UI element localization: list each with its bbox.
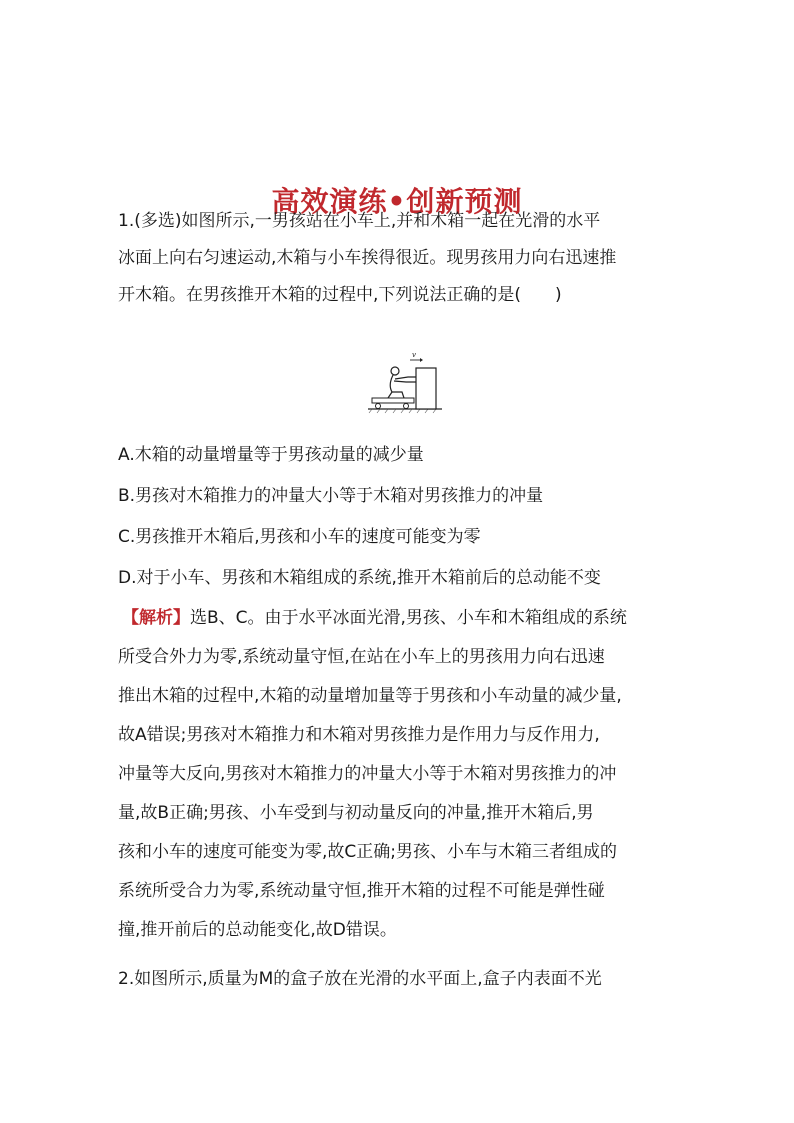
analysis-line-6: 量,故B正确;男孩、小车受到与初动量反向的冲量,推开木箱后,男 [118,803,594,823]
analysis-line-3: 推出木箱的过程中,木箱的动量增加量等于男孩和小车动量的减少量, [118,686,622,706]
cart-wheel-left [376,404,381,409]
analysis-tag: 【解析】 [122,608,190,628]
boy-figure [388,367,416,398]
analysis-line-4: 故A错误;男孩对木箱推力和木箱对男孩推力是作用力与反作用力, [118,725,600,745]
option-a: A.木箱的动量增量等于男孩动量的减少量 [118,445,424,465]
analysis-line-8: 系统所受合力为零,系统动量守恒,推开木箱的过程不可能是弹性碰 [118,881,605,901]
analysis-line-5: 冲量等大反向,男孩对木箱推力的冲量大小等于木箱对男孩推力的冲 [118,764,617,784]
cart-wheel-right [404,404,409,409]
ground-hatching [369,409,436,413]
analysis-line-2: 所受合外力为零,系统动量守恒,在站在小车上的男孩用力向右迅速 [118,647,605,667]
question-1-line-1: 1.(多选)如图所示,一男孩站在小车上,并和木箱一起在光滑的水平 [118,211,601,231]
option-d: D.对于小车、男孩和木箱组成的系统,推开木箱前后的总动能不变 [118,568,601,588]
analysis-line-7: 孩和小车的速度可能变为零,故C正确;男孩、小车与木箱三者组成的 [118,842,618,862]
question-1-line-2: 冰面上向右匀速运动,木箱与小车挨得很近。现男孩用力向右迅速推 [118,248,617,268]
page-title: 高效演练•创新预测 [271,185,523,218]
question-2-line-1: 2.如图所示,质量为M的盒子放在光滑的水平面上,盒子内表面不光 [118,969,602,989]
analysis-line-1 [122,603,627,628]
velocity-label: v [412,351,416,359]
velocity-arrow [410,351,423,362]
cart-body [372,398,414,403]
analysis-first-line-text: 选B、C。由于水平冰面光滑,男孩、小车和木箱组成的系统 [190,608,627,628]
option-b: B.男孩对木箱推力的冲量大小等于木箱对男孩推力的冲量 [118,486,544,506]
analysis-line-9: 撞,推开前后的总动能变化,故D错误。 [118,920,397,940]
wooden-box [416,368,436,409]
boy-cart-box-figure [368,349,442,415]
option-c: C.男孩推开木箱后,男孩和小车的速度可能变为零 [118,527,481,547]
question-1-line-3: 开木箱。在男孩推开木箱的过程中,下列说法正确的是( ) [118,285,562,305]
